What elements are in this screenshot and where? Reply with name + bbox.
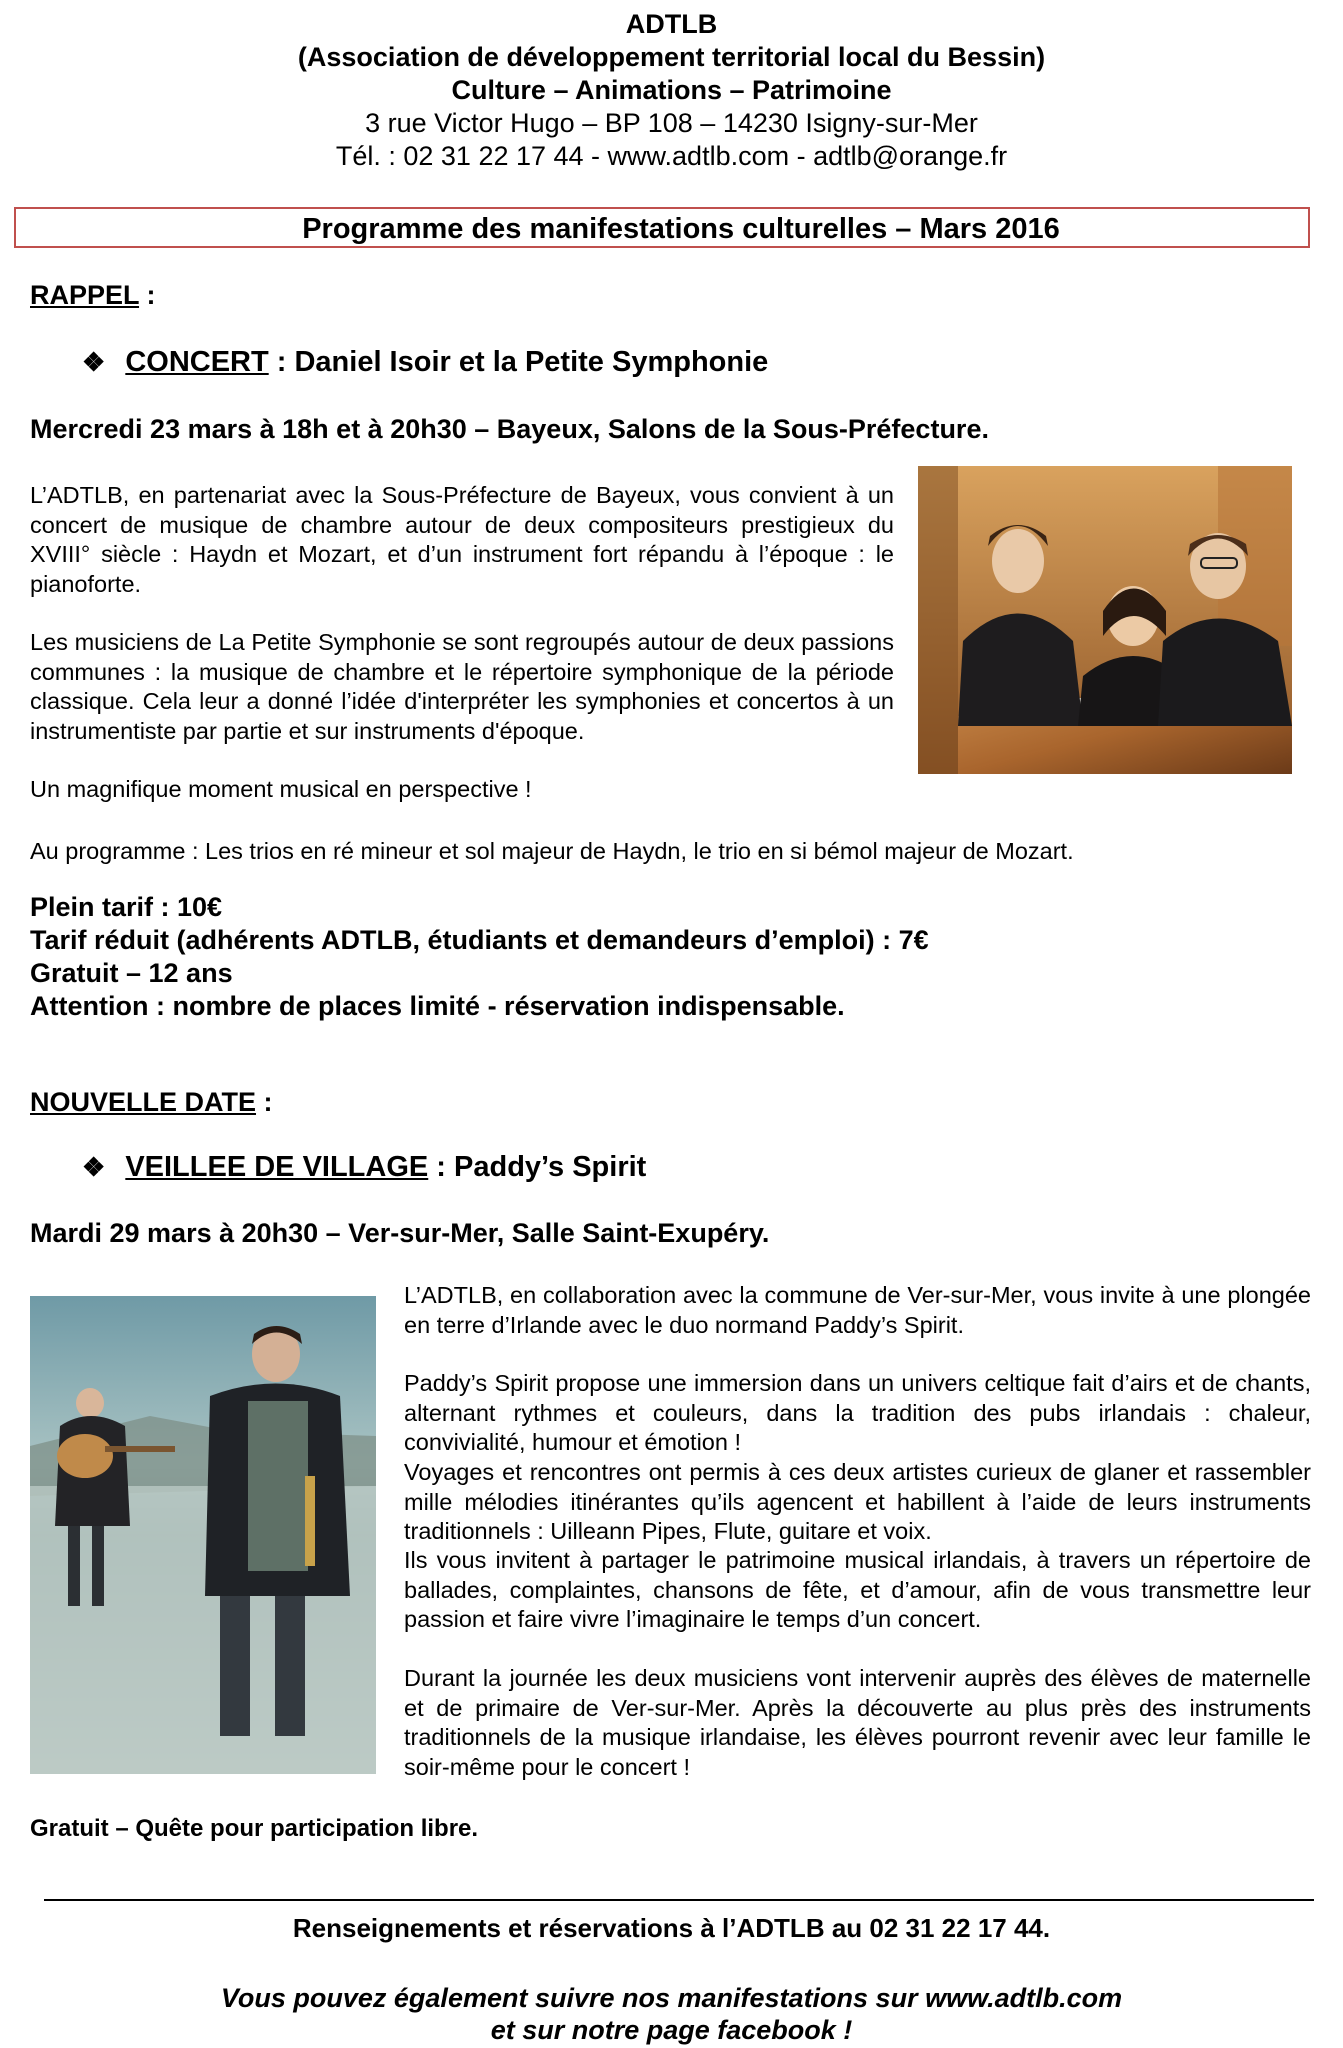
rappel-text: RAPPEL — [30, 280, 140, 310]
concert-paragraph-2b: Un magnifique moment musical en perspective ! — [30, 776, 532, 802]
event-date-line: Mardi 29 mars à 20h30 – Ver-sur-Mer, Salle Saint-Exupéry. — [30, 1218, 770, 1248]
price-list — [30, 891, 929, 1023]
footer-info: Renseignements et réservations à l’ADTLB au 02 31 22 17 44. — [292, 1913, 1051, 1943]
concert-paragraph-2: Les musiciens de La Petite Symphonie se sont regroupés autour de deux passions communes : la musique de chambre et le répertoire symphonique de la période classique. Cela leur a donné l’idée d'interpréter les symphonies et concertos à un instrumentiste par partie et sur instruments d'époque. — [30, 629, 894, 744]
concert-photo-svg — [918, 466, 1292, 774]
price-warning: Attention : nombre de places limité - réservation indispensable. — [30, 991, 845, 1021]
musicians-photo-svg — [30, 1296, 376, 1774]
label-colon: : — [139, 280, 156, 310]
nouvelle-date-text: NOUVELLE DATE — [30, 1087, 257, 1117]
concert-programme: Au programme : Les trios en ré mineur et sol majeur de Haydn, le trio en si bémol majeur de Mozart. — [30, 838, 1074, 864]
event-type: VEILLEE DE VILLAGE — [125, 1151, 429, 1183]
event-title-concert — [82, 346, 768, 379]
footer-follow-line-2: et sur notre page facebook ! — [490, 2015, 853, 2045]
org-contact — [0, 140, 1343, 172]
footer-divider — [44, 1899, 1314, 1901]
musicians-photo — [30, 1296, 376, 1774]
veillee-paragraph-1: L’ADTLB, en collaboration avec la commune de Ver-sur-Mer, vous invite à une plongée en terre d’Irlande avec le duo normand Paddy’s Spirit. — [404, 1282, 1311, 1338]
event-date-line: Mercredi 23 mars à 18h et à 20h30 – Bayeux, Salons de la Sous-Préfecture. — [30, 414, 989, 444]
org-address: 3 rue Victor Hugo – BP 108 – 14230 Isigny-sur-Mer — [365, 108, 978, 138]
concert-paragraph-1: L’ADTLB, en partenariat avec la Sous-Préfecture de Bayeux, vous convient à un concert de musique de chambre autour de deux compositeurs prestigieux du XVIII° siècle : Haydn et Mozart, et d’un instrument fort répandu à l’époque : le pianoforte. — [30, 482, 894, 597]
event-name: : Daniel Isoir et la Petite Symphonie — [268, 346, 769, 378]
footer-follow-line-1: Vous pouvez également suivre nos manifestations sur www.adtlb.com — [220, 1983, 1123, 2013]
email-link[interactable]: adtlb@orange.fr — [813, 141, 1008, 171]
label-colon: : — [256, 1087, 273, 1117]
price-free: Gratuit – 12 ans — [30, 958, 233, 988]
org-tagline: Culture – Animations – Patrimoine — [451, 75, 892, 105]
org-name: ADTLB — [625, 9, 718, 39]
veillee-paragraph-3: Voyages et rencontres ont permis à ces deux artistes curieux de glaner et rassembler mille mélodies itinérantes qu’ils agencent et habillent à l’aide de leurs instruments traditionnels : Uilleann Pipes, Flute, guitare et voix. — [404, 1459, 1311, 1544]
programme-title: Programme des manifestations culturelles – Mars 2016 — [302, 213, 1060, 245]
veillee-paragraph-4: Ils vous invitent à partager le patrimoine musical irlandais, à travers un répertoire de ballades, complaintes, chansons de fête, et d’amour, afin de vous transmettre leur passion et faire vivre l’imaginaire le temps d’un concert. — [404, 1547, 1311, 1632]
price-reduced: Tarif réduit (adhérents ADTLB, étudiants et demandeurs d’emploi) : 7€ — [30, 925, 929, 955]
event-title-veillee — [82, 1151, 646, 1184]
concert-photo — [918, 466, 1292, 774]
section-label-rappel — [30, 280, 156, 311]
contact-text: Tél. : 02 31 22 17 44 - www.adtlb.com - — [335, 141, 814, 171]
veillee-paragraph-5: Durant la journée les deux musiciens vont intervenir auprès des élèves de maternelle et de primaire de Ver-sur-Mer. Après la découverte au plus près des instruments traditionnels de la musique irlandaise, les élèves pourront revenir avec leur famille le soir-même pour le concert ! — [404, 1665, 1311, 1780]
event-name: : Paddy’s Spirit — [428, 1151, 647, 1183]
price-full: Plein tarif : 10€ — [30, 892, 223, 922]
veillee-paragraph-2: Paddy’s Spirit propose une immersion dans un univers celtique fait d’airs et de chants, alternant rythmes et couleurs, dans la tradition des pubs irlandais : chaleur, convivialité, humour et émotion ! — [404, 1370, 1311, 1455]
veillee-free-note: Gratuit – Quête pour participation libre. — [30, 1815, 479, 1842]
event-type: CONCERT — [125, 346, 269, 378]
diamond-bullet-icon: ❖ — [82, 1152, 106, 1182]
programme-title-box — [14, 207, 1310, 248]
diamond-bullet-icon: ❖ — [82, 347, 106, 377]
org-full-name: (Association de développement territorial local du Bessin) — [297, 42, 1046, 72]
section-label-nouvelle-date — [30, 1087, 273, 1118]
